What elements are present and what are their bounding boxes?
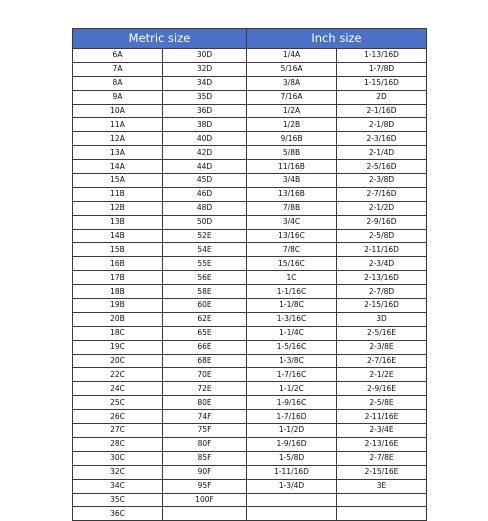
- metric-size-cell: 66E: [163, 340, 247, 354]
- inch-size-cell: 2-1/16D: [337, 104, 427, 118]
- inch-size-cell: [337, 493, 427, 507]
- metric-size-cell: 100F: [163, 493, 247, 507]
- inch-size-cell: 2-11/16D: [337, 243, 427, 257]
- table-row: [73, 104, 427, 118]
- metric-size-cell: 34C: [73, 479, 163, 493]
- inch-size-cell: [337, 507, 427, 521]
- metric-size-cell: 15A: [73, 174, 163, 188]
- metric-size-cell: 34D: [163, 76, 247, 90]
- table-row: [73, 340, 427, 354]
- metric-size-cell: 80F: [163, 437, 247, 451]
- metric-size-cell: 36D: [163, 104, 247, 118]
- metric-size-cell: 60E: [163, 299, 247, 313]
- inch-size-cell: 11/16B: [247, 160, 337, 174]
- metric-size-cell: 72E: [163, 382, 247, 396]
- metric-size-cell: 13B: [73, 215, 163, 229]
- metric-size-cell: 36C: [73, 507, 163, 521]
- inch-size-cell: 1-5/8D: [247, 451, 337, 465]
- metric-size-cell: 16B: [73, 257, 163, 271]
- size-table: [72, 28, 427, 521]
- metric-size-cell: 15B: [73, 243, 163, 257]
- metric-size-cell: 90F: [163, 465, 247, 479]
- table-row: [73, 201, 427, 215]
- metric-size-cell: 24C: [73, 382, 163, 396]
- metric-size-cell: 11A: [73, 118, 163, 132]
- inch-size-cell: 1-1/2C: [247, 382, 337, 396]
- inch-size-cell: 2-9/16D: [337, 215, 427, 229]
- inch-size-cell: 2-3/16D: [337, 132, 427, 146]
- table-row: [73, 160, 427, 174]
- inch-size-cell: 2-15/16D: [337, 299, 427, 313]
- metric-size-cell: 28C: [73, 437, 163, 451]
- table-row: [73, 479, 427, 493]
- inch-size-cell: 2-7/16D: [337, 187, 427, 201]
- inch-size-cell: 1-7/8D: [337, 62, 427, 76]
- table-row: [73, 174, 427, 188]
- metric-size-cell: 14A: [73, 160, 163, 174]
- inch-size-cell: 9/16B: [247, 132, 337, 146]
- table-row: [73, 368, 427, 382]
- metric-size-cell: 18B: [73, 285, 163, 299]
- metric-size-cell: 20C: [73, 354, 163, 368]
- metric-size-cell: 14B: [73, 229, 163, 243]
- metric-size-cell: 55E: [163, 257, 247, 271]
- inch-size-cell: 7/8B: [247, 201, 337, 215]
- inch-size-cell: 2-7/8E: [337, 451, 427, 465]
- metric-size-cell: 56E: [163, 271, 247, 285]
- table-row: [73, 90, 427, 104]
- table-row: [73, 451, 427, 465]
- table-row: [73, 326, 427, 340]
- inch-size-cell: 1-9/16D: [247, 437, 337, 451]
- metric-size-cell: 30C: [73, 451, 163, 465]
- inch-size-cell: 1-7/16D: [247, 410, 337, 424]
- inch-size-cell: 1-1/8C: [247, 299, 337, 313]
- inch-size-cell: 2-1/2E: [337, 368, 427, 382]
- metric-size-cell: 7A: [73, 62, 163, 76]
- inch-size-cell: [247, 507, 337, 521]
- metric-size-cell: 42D: [163, 146, 247, 160]
- inch-size-cell: 1-1/2D: [247, 424, 337, 438]
- inch-size-cell: 13/16C: [247, 229, 337, 243]
- metric-size-cell: 20B: [73, 312, 163, 326]
- metric-size-cell: 12A: [73, 132, 163, 146]
- inch-size-cell: 3E: [337, 479, 427, 493]
- inch-size-cell: 1-3/8C: [247, 354, 337, 368]
- metric-size-cell: 13A: [73, 146, 163, 160]
- metric-size-cell: 65E: [163, 326, 247, 340]
- table-row: [73, 271, 427, 285]
- inch-size-cell: 1-1/16C: [247, 285, 337, 299]
- metric-size-cell: 12B: [73, 201, 163, 215]
- inch-size-cell: 1-9/16C: [247, 396, 337, 410]
- inch-size-cell: 2-1/4D: [337, 146, 427, 160]
- table-row: [73, 285, 427, 299]
- table-row: [73, 312, 427, 326]
- inch-size-cell: 2-7/8D: [337, 285, 427, 299]
- inch-size-cell: 3/4B: [247, 174, 337, 188]
- inch-size-cell: 2-5/16D: [337, 160, 427, 174]
- metric-size-cell: 32C: [73, 465, 163, 479]
- inch-size-cell: 1-3/4D: [247, 479, 337, 493]
- metric-size-cell: 68E: [163, 354, 247, 368]
- inch-size-cell: 2-1/8D: [337, 118, 427, 132]
- inch-size-header: Inch size: [247, 29, 427, 49]
- metric-size-cell: 10A: [73, 104, 163, 118]
- metric-size-cell: 70E: [163, 368, 247, 382]
- inch-size-cell: 13/16B: [247, 187, 337, 201]
- inch-size-cell: 2-5/16E: [337, 326, 427, 340]
- table-row: [73, 215, 427, 229]
- table-row: [73, 410, 427, 424]
- inch-size-cell: 1/2A: [247, 104, 337, 118]
- inch-size-cell: 1-7/16C: [247, 368, 337, 382]
- table-row: [73, 229, 427, 243]
- table-row: [73, 465, 427, 479]
- metric-size-cell: 80E: [163, 396, 247, 410]
- inch-size-cell: 2-15/16E: [337, 465, 427, 479]
- metric-size-cell: 48D: [163, 201, 247, 215]
- table-row: [73, 382, 427, 396]
- inch-size-cell: 1/4A: [247, 49, 337, 63]
- inch-size-cell: 2-3/8E: [337, 340, 427, 354]
- metric-size-cell: 85F: [163, 451, 247, 465]
- metric-size-cell: 32D: [163, 62, 247, 76]
- metric-size-cell: 35C: [73, 493, 163, 507]
- metric-size-cell: 38D: [163, 118, 247, 132]
- table-row: [73, 243, 427, 257]
- inch-size-cell: 2D: [337, 90, 427, 104]
- table-row: [73, 257, 427, 271]
- inch-size-cell: 1-11/16D: [247, 465, 337, 479]
- inch-size-cell: 3/8A: [247, 76, 337, 90]
- metric-size-cell: 18C: [73, 326, 163, 340]
- inch-size-cell: 3/4C: [247, 215, 337, 229]
- inch-size-cell: 2-9/16E: [337, 382, 427, 396]
- table-body: [73, 49, 427, 521]
- metric-size-cell: 95F: [163, 479, 247, 493]
- metric-size-cell: 26C: [73, 410, 163, 424]
- inch-size-cell: 7/8C: [247, 243, 337, 257]
- metric-size-cell: 19C: [73, 340, 163, 354]
- table-row: [73, 396, 427, 410]
- header-row: [73, 29, 427, 49]
- metric-size-cell: 46D: [163, 187, 247, 201]
- table-row: [73, 507, 427, 521]
- inch-size-cell: 5/16A: [247, 62, 337, 76]
- metric-size-cell: 17B: [73, 271, 163, 285]
- inch-size-cell: 15/16C: [247, 257, 337, 271]
- table-row: [73, 424, 427, 438]
- metric-size-cell: 74F: [163, 410, 247, 424]
- metric-size-cell: 45D: [163, 174, 247, 188]
- metric-size-cell: 25C: [73, 396, 163, 410]
- table-row: [73, 354, 427, 368]
- metric-size-cell: 44D: [163, 160, 247, 174]
- metric-size-cell: 62E: [163, 312, 247, 326]
- inch-size-cell: 5/8B: [247, 146, 337, 160]
- table-header: [73, 29, 427, 49]
- inch-size-cell: 2-13/16E: [337, 437, 427, 451]
- metric-size-cell: 22C: [73, 368, 163, 382]
- table-row: [73, 493, 427, 507]
- inch-size-cell: 3D: [337, 312, 427, 326]
- table-row: [73, 62, 427, 76]
- inch-size-cell: 2-3/4D: [337, 257, 427, 271]
- inch-size-cell: 1-15/16D: [337, 76, 427, 90]
- inch-size-cell: [247, 493, 337, 507]
- inch-size-cell: 7/16A: [247, 90, 337, 104]
- metric-size-cell: 8A: [73, 76, 163, 90]
- inch-size-cell: 2-1/2D: [337, 201, 427, 215]
- table-row: [73, 49, 427, 63]
- table-row: [73, 187, 427, 201]
- metric-size-cell: 52E: [163, 229, 247, 243]
- inch-size-cell: 2-3/8D: [337, 174, 427, 188]
- inch-size-cell: 2-5/8D: [337, 229, 427, 243]
- inch-size-cell: 1C: [247, 271, 337, 285]
- metric-size-cell: 50D: [163, 215, 247, 229]
- table-row: [73, 437, 427, 451]
- inch-size-cell: 2-5/8E: [337, 396, 427, 410]
- inch-size-cell: 1-1/4C: [247, 326, 337, 340]
- metric-size-cell: 58E: [163, 285, 247, 299]
- metric-size-cell: 9A: [73, 90, 163, 104]
- table-row: [73, 146, 427, 160]
- metric-size-cell: 11B: [73, 187, 163, 201]
- inch-size-cell: 2-3/4E: [337, 424, 427, 438]
- table-row: [73, 118, 427, 132]
- inch-size-cell: 1-5/16C: [247, 340, 337, 354]
- metric-size-cell: 40D: [163, 132, 247, 146]
- inch-size-cell: 1-13/16D: [337, 49, 427, 63]
- inch-size-cell: 1-3/16C: [247, 312, 337, 326]
- metric-size-cell: 6A: [73, 49, 163, 63]
- metric-size-cell: 27C: [73, 424, 163, 438]
- table-row: [73, 299, 427, 313]
- metric-size-cell: 30D: [163, 49, 247, 63]
- metric-size-header: Metric size: [73, 29, 247, 49]
- inch-size-cell: 2-13/16D: [337, 271, 427, 285]
- metric-size-cell: 35D: [163, 90, 247, 104]
- metric-size-cell: 75F: [163, 424, 247, 438]
- table-row: [73, 76, 427, 90]
- inch-size-cell: 2-7/16E: [337, 354, 427, 368]
- metric-size-cell: [163, 507, 247, 521]
- table-row: [73, 132, 427, 146]
- metric-size-cell: 54E: [163, 243, 247, 257]
- inch-size-cell: 2-11/16E: [337, 410, 427, 424]
- inch-size-cell: 1/2B: [247, 118, 337, 132]
- metric-size-cell: 19B: [73, 299, 163, 313]
